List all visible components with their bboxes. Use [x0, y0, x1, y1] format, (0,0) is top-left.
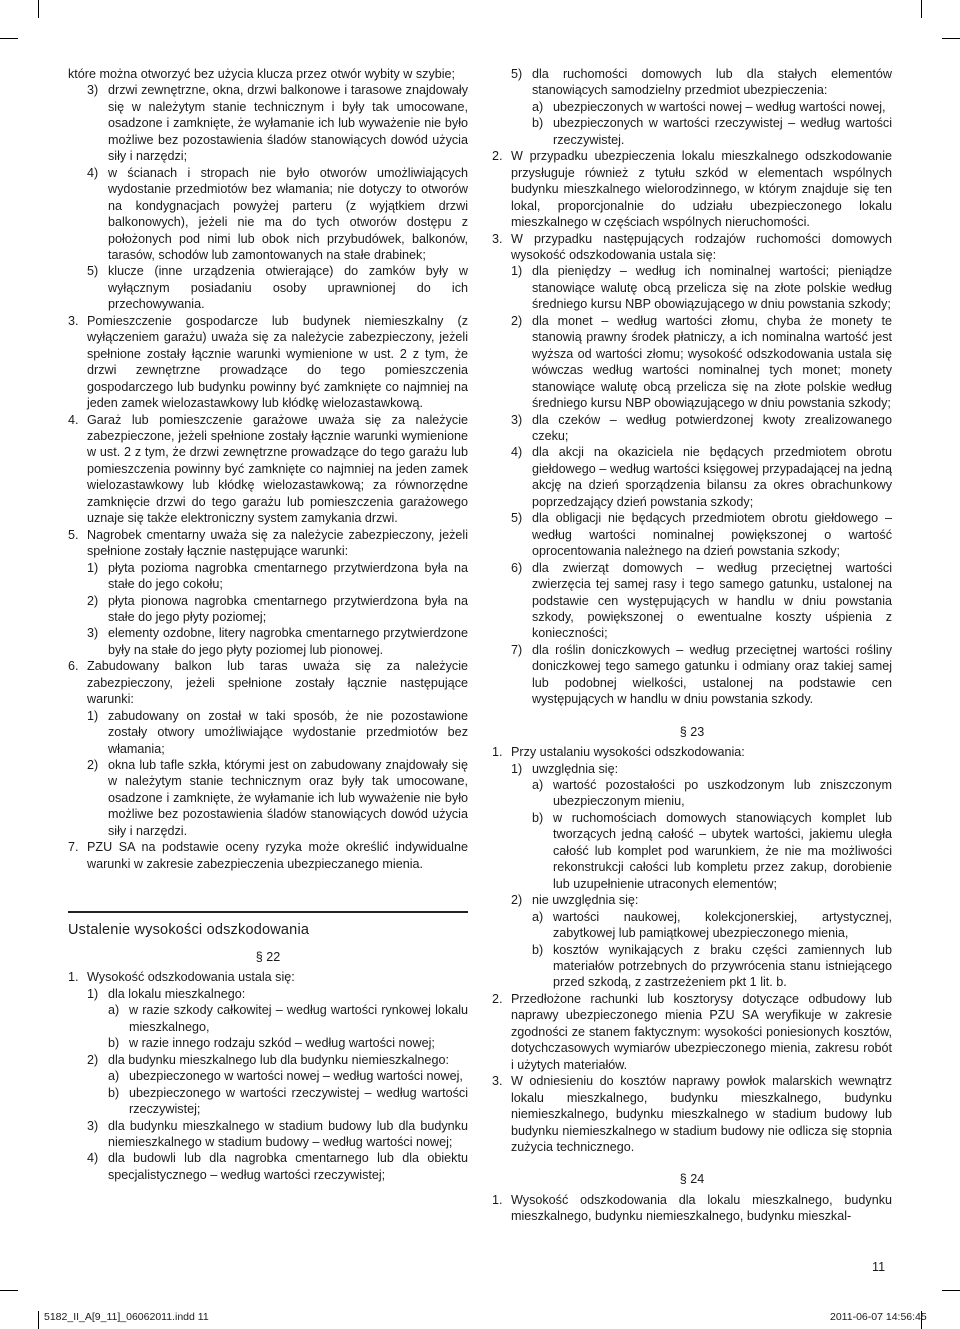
item-number: 1) [87, 708, 99, 723]
item-text: Nagrobek cmentarny uważa się za należycie zabezpieczony, jeżeli spełnione zostały łącznie następujące warunki: [87, 527, 468, 559]
list-item [68, 1052, 468, 1068]
item-number: 3. [68, 313, 79, 328]
item-number: 4) [87, 1151, 99, 1166]
item-text: dla budowli lub dla nagrobka cmentarnego lub dla obiektu specjalistycznego – według wartości rzeczywistej; [108, 1151, 468, 1182]
item-text: ubezpieczonego w wartości rzeczywistej – według wartości rzeczywistej; [129, 1085, 468, 1117]
item-text: Przy ustalaniu wysokości odszkodowania: [511, 745, 745, 760]
list-item [68, 527, 468, 560]
list-item [68, 313, 468, 412]
item-text: płyta pozioma nagrobka cmentarnego przytwierdzona była na stałe do jego cokołu; [108, 560, 468, 592]
list-item [492, 231, 892, 264]
list-item [68, 658, 468, 707]
list-item [492, 761, 892, 777]
item-number: 2) [87, 1052, 99, 1067]
list-item [68, 66, 468, 82]
item-number: b) [532, 942, 544, 957]
item-text: w razie szkody całkowitej – według wartości rynkowej lokalu mieszkalnego, [129, 1003, 468, 1034]
item-text: dla pieniędzy – według ich nominalnej wartości; pieniądze stanowiące walutę obcą przelicza się na złote polskie według średniego kursu NBP obowiązującego w dniu powstania szkody; [532, 264, 892, 312]
item-number: a) [532, 99, 544, 114]
list-item [492, 991, 892, 1073]
list-item [68, 839, 468, 872]
item-number: a) [532, 909, 544, 924]
left-list [68, 66, 468, 872]
item-number: 2) [87, 593, 99, 608]
item-number: 1. [68, 970, 79, 985]
item-text: W odniesieniu do kosztów naprawy powłok malarskich wewnątrz lokalu mieszkalnego, budynku mieszkalnego, budynku niemieszkalnego, budynku mieszkalnego w stadium budowy lub budynku niemieszkalnego w stadium budowy nie odlicza się stopnia zużycia technicznego. [511, 1074, 892, 1154]
list-item [492, 115, 892, 148]
section-heading: Ustalenie wysokości odszkodowania [68, 922, 310, 938]
item-text: w ruchomościach domowych stanowiących komplet lub tworzących jedną całość – ubytek wartości, jakiemu uległa całość lub komplet pod warunkiem, że nie ma możliwości rekonstrukcji całości lub kompletu przez zakup, dorobienie lub uzupełnienie utraconych elementów; [553, 810, 892, 891]
item-number: 2. [492, 991, 503, 1006]
item-text: wartości naukowej, kolekcjonerskiej, artystycznej, zabytkowej lub pamiątkowej ubezpieczonego mienia, [553, 909, 892, 941]
item-number: 2. [492, 149, 503, 164]
item-text: które można otworzyć bez użycia klucza przez otwór wybity w szybie; [68, 67, 456, 81]
item-text: PZU SA na podstawie oceny ryzyka może określić indywidualne warunki w zakresie zabezpieczenia ubezpieczanego mienia. [87, 840, 468, 871]
paragraph-24: § 24 [679, 1172, 705, 1187]
item-text: ubezpieczonych w wartości rzeczywistej – według wartości rzeczywistej. [553, 116, 892, 147]
item-number: 1. [492, 745, 503, 760]
item-text: dla lokalu mieszkalnego: [108, 986, 246, 1001]
item-number: 1) [87, 986, 99, 1001]
item-number: b) [532, 810, 544, 825]
crop-mark [0, 38, 18, 39]
list-item [492, 942, 892, 991]
list-item [492, 1073, 892, 1155]
item-text: klucze (inne urządzenia otwierające) do zamków były w wyłącznym posiadaniu osoby uprawnionej do ich przechowywania. [108, 264, 468, 312]
list-item [492, 412, 892, 445]
item-text: W przypadku następujących rodzajów ruchomości domowych wysokość odszkodowania ustala się: [511, 231, 892, 262]
list-item [492, 892, 892, 908]
item-text: ubezpieczonych w wartości nowej – według wartości nowej, [553, 99, 886, 114]
crop-mark [942, 38, 960, 39]
list-item [68, 969, 468, 985]
list-item [68, 708, 468, 757]
item-number: 7. [68, 840, 79, 855]
item-number: a) [108, 1003, 120, 1018]
list-item [68, 1035, 468, 1051]
item-number: 1) [87, 560, 99, 575]
item-text: Wysokość odszkodowania dla lokalu mieszkalnego, budynku mieszkalnego, budynku niemieszkalnego, budynku mieszkal- [511, 1192, 892, 1224]
crop-mark [38, 1311, 39, 1329]
list-item [68, 625, 468, 658]
list-item [492, 263, 892, 312]
item-number: a) [532, 778, 544, 793]
right3-list [492, 1192, 892, 1225]
item-text: W przypadku ubezpieczenia lokalu mieszkalnego odszkodowanie przysługuje również z tytułu szkód w elementach wspólnych budynku mieszkalnego wielorodzinnego, w którym znajduje się ten lokal, proporcjonalnie do udziału ubezpieczonego lokalu mieszkalnego w częściach wspólnych nieruchomości. [511, 149, 892, 230]
crop-mark [921, 0, 922, 18]
item-number: 1) [511, 761, 523, 776]
paragraph-23: § 23 [679, 724, 705, 739]
list-item [492, 810, 892, 892]
item-number: 4) [87, 165, 99, 180]
item-text: dla zwierząt domowych – według przeciętnej wartości zwierzęcia tej samej rasy i tego samego gatunku, ustalonej na podstawie cen występujących w handlu w dniu powstania szkody, powiększonej o ewentualne koszty uśpienia z konieczności; [532, 560, 892, 641]
item-number: 6. [68, 659, 79, 674]
footer-filename: 5182_II_A[9_11]_06062011.indd 11 [44, 1311, 209, 1323]
item-text: uwzględnia się: [532, 761, 619, 776]
list-item [68, 560, 468, 593]
item-text: Wysokość odszkodowania ustala się: [87, 970, 295, 985]
crop-mark [942, 1290, 960, 1291]
item-text: w ścianach i stropach nie było otworów umożliwiających wydostanie przedmiotów bez włamania; nie dotyczy to otworów na kondygnacjach powyżej parteru (z wyjątkiem drzwi balkonowych), jeżeli nie ma do tych otworów dostępu z położonych pod nimi lub obok nich przybudówek, balkonów, tarasów, schodów lub zamontowanych na stałe drabinek; [108, 165, 468, 262]
item-number: 2) [511, 313, 523, 328]
list-item [492, 1192, 892, 1225]
list-item [68, 1085, 468, 1118]
item-number: 5) [511, 511, 523, 526]
item-text: Zabudowany balkon lub taras uważa się za należycie zabezpieczony, jeżeli spełnione zostały łącznie następujące warunki: [87, 659, 468, 707]
item-text: dla akcji na okaziciela nie będących przedmiotem obrotu giełdowego – według wartości księgowej przypadającej na jedną akcję na dzień sporządzenia bilansu za okres obrachunkowy poprzedzający dzień powstania szkody; [532, 445, 892, 509]
list-item [492, 313, 892, 412]
item-text: wartość pozostałości po uszkodzonym lub zniszczonym ubezpieczonym mieniu, [553, 778, 892, 809]
item-text: dla czeków – według potwierdzonej kwoty zrealizowanego czeku; [532, 412, 892, 443]
item-number: 5) [511, 67, 523, 81]
list-item [68, 82, 468, 164]
item-number: 3) [87, 83, 99, 98]
item-number: b) [532, 116, 544, 131]
list-item [492, 510, 892, 559]
item-text: dla ruchomości domowych lub dla stałych elementów stanowiących samodzielny przedmiot ubezpieczenia: [532, 67, 892, 98]
paragraph-22: § 22 [255, 950, 281, 964]
list-item [492, 909, 892, 942]
item-text: dla budynku mieszkalnego lub dla budynku niemieszkalnego: [108, 1052, 449, 1067]
item-number: b) [108, 1036, 120, 1051]
right2-list [492, 744, 892, 1155]
item-number: a) [108, 1069, 120, 1084]
list-item [68, 412, 468, 527]
item-number: 3) [87, 1118, 99, 1133]
item-text: płyta pionowa nagrobka cmentarnego przytwierdzona była na stałe do jego płyty poziomej; [108, 593, 468, 624]
item-text: nie uwzględnia się: [532, 893, 639, 908]
list-item [68, 165, 468, 264]
list-item [492, 99, 892, 115]
item-text: elementy ozdobne, litery nagrobka cmentarnego przytwierdzone były na stałe do jego płyty poziomej lub pionowej. [108, 626, 468, 657]
item-text: dla monet – według wartości złomu, chyba że monety te stanowią prawny środek płatniczy, a ich nominalna wartość jest wyższa od wartości złomu; wysokość odszkodowania ustala się wówczas według wartości nominalnej tych monet; monety stanowiące walutę obcą przelicza się na złote polskie według średniego kursu NBP obowiązującego w dniu powstania szkody; [532, 313, 892, 411]
item-text: Garaż lub pomieszczenie garażowe uważa się za należycie zabezpieczone, jeżeli spełnione zostały łącznie warunki wymienione w ust. 2 z tym, że drzwi zewnętrzne prowadzące do tego garażu lub pomieszczenia powinny być zamknięte co najmniej na jeden zamek wielozastawkowy lub kłódkę wielozastawkową; za równorzędne zamknięcie drzwi do tego garażu lub pomieszczenia garażowego uznaje się także elektroniczny system zamykania drzwi. [87, 412, 468, 526]
list-item [68, 1068, 468, 1084]
list-item [68, 986, 468, 1002]
item-number: 3. [492, 1074, 503, 1089]
list-item [492, 444, 892, 510]
list-item [68, 757, 468, 839]
item-number: 3) [87, 626, 99, 641]
right-list [492, 66, 892, 708]
item-text: drzwi zewnętrzne, okna, drzwi balkonowe i tarasowe znajdowały się w należytym stanie technicznym i były tak umocowane, osadzone i zamknięte, że wyłamanie ich lub wyważenie nie było możliwe bez pozostawienia śladów stanowiących dowód użycia siły i narzędzi; [108, 83, 468, 164]
item-number: 5. [68, 527, 79, 542]
item-text: Pomieszczenie gospodarcze lub budynek niemieszkalny (z wyłączeniem garażu) uważa się za należycie zabezpieczony, jeżeli spełnione zostały łącznie warunki wymienione w ust. 2 z tym, że drzwi zewnętrzne prowadzące do tego pomieszczenia gospodarczego lub budynku powinny być zamknięte co najmniej na jeden zamek wielozastawkowy lub kłódkę wielozastawkową. [87, 313, 468, 411]
item-text: okna lub tafle szkła, którymi jest on zabudowany znajdowały się w należytym stanie technicznym oraz były tak umocowane, osadzone i zamknięte, że wyłamanie ich lub wyważenie nie było możliwe bez pozostawienia śladów stanowiących dowód użycia siły i narzędzi. [108, 758, 468, 838]
item-number: 2) [87, 758, 99, 773]
item-number: 3. [492, 231, 503, 246]
item-number: 5) [87, 264, 99, 279]
list-item [492, 744, 892, 760]
list-item [68, 1118, 468, 1151]
section-rule [68, 911, 468, 913]
item-number: 1. [492, 1192, 503, 1207]
list-item [68, 1150, 468, 1183]
item-text: Przedłożone rachunki lub kosztorysy dotyczące odbudowy lub naprawy ubezpieczonego mienia PZU SA weryfikuje w zakresie zgodności ze stanem faktycznym: wysokości poniesionych kosztów, dotychczasowych wymiarów ubezpieczonego mienia, zakresu robót i użytych materiałów. [511, 991, 892, 1072]
item-number: 3) [511, 412, 523, 427]
footer-date: 2011-06-07 14:56:45 [830, 1311, 927, 1323]
left-column-lower [68, 949, 468, 1183]
item-number: 7) [511, 642, 523, 657]
item-text: kosztów wynikających z braku części zamiennych lub materiałów potrzebnych do przywrócenia stanu istniejącego przed szkodą, z zastrzeżeniem pkt 1 lit. b. [553, 942, 892, 990]
item-number: 4. [68, 412, 79, 427]
left-column [68, 66, 468, 872]
page-number: 11 [872, 1260, 886, 1274]
item-number: b) [108, 1085, 120, 1100]
list-item [492, 148, 892, 230]
item-number: 6) [511, 560, 523, 575]
list-item [492, 642, 892, 708]
list-item [492, 66, 892, 99]
item-text: w razie innego rodzaju szkód – według wartości nowej; [129, 1036, 435, 1051]
list-item [492, 777, 892, 810]
item-number: 2) [511, 893, 523, 908]
list-item [68, 1002, 468, 1035]
item-text: dla budynku mieszkalnego w stadium budowy lub dla budynku niemieszkalnego w stadium budowy – według wartości nowej; [108, 1118, 468, 1149]
right-column [492, 66, 892, 1225]
list-item [68, 263, 468, 312]
item-number: 4) [511, 445, 523, 460]
list-item [68, 593, 468, 626]
crop-mark [38, 0, 39, 18]
item-text: zabudowany on został w taki sposób, że nie pozostawione zostały otwory umożliwiające wydostanie przedmiotów bez włamania; [108, 708, 468, 756]
crop-mark [0, 1290, 18, 1291]
item-text: dla obligacji nie będących przedmiotem obrotu giełdowego – według wartości nominalnej powiększonej o wartość oprocentowania należnego na dzień powstania szkody; [532, 511, 892, 559]
item-text: ubezpieczonego w wartości nowej – według wartości nowej, [129, 1069, 463, 1084]
item-number: 1) [511, 264, 523, 279]
left2-list [68, 969, 468, 1183]
list-item [492, 560, 892, 642]
item-text: dla roślin doniczkowych – według przeciętnej wartości rośliny doniczkowej tego samego gatunku i odmiany oraz takiej samej lub podobnej wielkości, ustalonej na podstawie cen występujących w handlu w dniu powstania szkody. [532, 642, 892, 707]
